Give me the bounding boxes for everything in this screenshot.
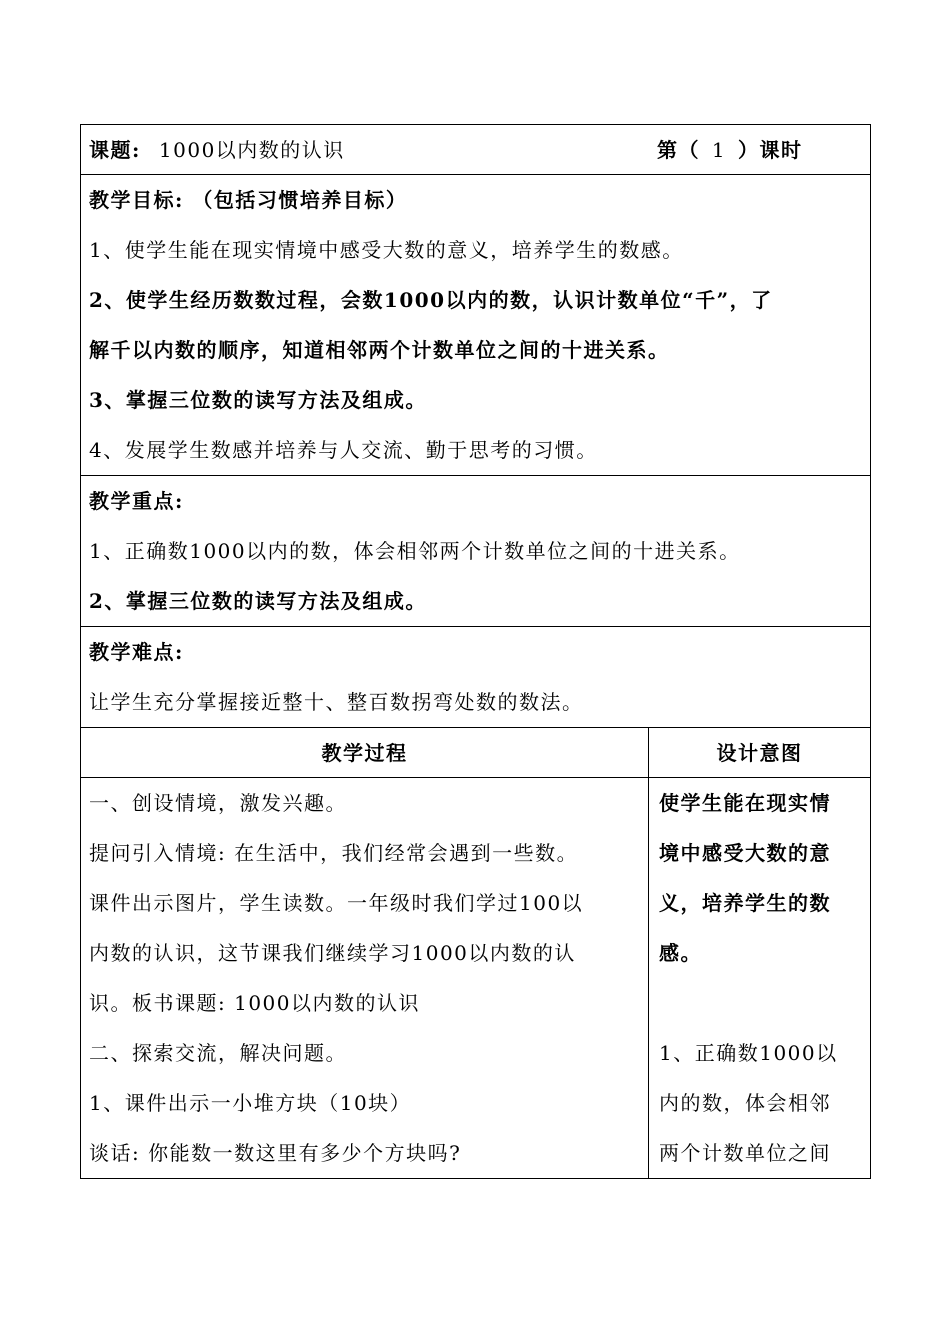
lesson-prefix: 第（ [657, 138, 700, 162]
process-line: 一、创设情境，激发兴趣。 [89, 791, 347, 815]
process-line: 课件出示图片，学生读数。一年级时我们学过100以 [89, 891, 584, 915]
intent-line: 感。 [659, 941, 702, 965]
design-intent-heading: 设计意图 [649, 728, 870, 778]
objective-line: 解千以内数的顺序，知道相邻两个计数单位之间的十进关系。 [89, 338, 670, 362]
lesson-plan-page [80, 124, 871, 1176]
intent-line: 义，培养学生的数 [659, 891, 831, 915]
intent-line: 使学生能在现实情 [659, 791, 831, 815]
key-points-heading: 教学重点: [89, 489, 184, 513]
key-point-line: 2、掌握三位数的读写方法及组成。 [89, 589, 427, 613]
process-line: 1、课件出示一小堆方块（10块） [89, 1091, 412, 1115]
intent-line: 两个计数单位之间 [659, 1141, 831, 1165]
process-column [81, 728, 649, 1178]
difficulties-heading: 教学难点: [89, 640, 184, 664]
intent-line: 境中感受大数的意 [659, 841, 831, 865]
design-intent-column [649, 728, 870, 1178]
lesson-plan-table [80, 124, 871, 1179]
key-points-section [81, 476, 870, 627]
process-line: 识。板书课题: 1000以内数的认识 [89, 991, 420, 1015]
lesson-suffix: ）课时 [738, 138, 803, 162]
process-line: 内数的认识，这节课我们继续学习1000以内数的认 [89, 941, 576, 965]
key-point-line: 1、正确数1000以内的数，体会相邻两个计数单位之间的十进关系。 [89, 539, 741, 563]
lesson-title [89, 125, 345, 175]
process-section [81, 728, 870, 1178]
objective-line: 3、掌握三位数的读写方法及组成。 [89, 388, 427, 412]
objectives-section [81, 175, 870, 476]
process-line: 谈话: 你能数一数这里有多少个方块吗? [89, 1141, 462, 1165]
lesson-topic: 1000以内数的认识 [158, 138, 345, 162]
title-label: 课题: [89, 138, 141, 162]
difficulties-section [81, 627, 870, 728]
intent-spacer [649, 978, 870, 1028]
title-row [81, 125, 870, 175]
intent-line: 内的数，体会相邻 [659, 1091, 831, 1115]
objective-line: 1、使学生能在现实情境中感受大数的意义，培养学生的数感。 [89, 238, 684, 262]
objective-line: 2、使学生经历数数过程，会数1000以内的数，认识计数单位“千”，了 [89, 288, 773, 312]
objective-line: 4、发展学生数感并培养与人交流、勤于思考的习惯。 [89, 438, 598, 462]
difficulty-line: 让学生充分掌握接近整十、整百数拐弯处数的数法。 [89, 690, 584, 714]
process-heading: 教学过程 [81, 728, 648, 778]
lesson-period [657, 125, 803, 175]
process-line: 二、探索交流，解决问题。 [89, 1041, 347, 1065]
lesson-number: 1 [711, 138, 727, 162]
intent-line: 1、正确数1000以 [659, 1041, 838, 1065]
process-line: 提问引入情境: 在生活中，我们经常会遇到一些数。 [89, 841, 579, 865]
objectives-heading: 教学目标: （包括习惯培养目标） [89, 188, 408, 212]
